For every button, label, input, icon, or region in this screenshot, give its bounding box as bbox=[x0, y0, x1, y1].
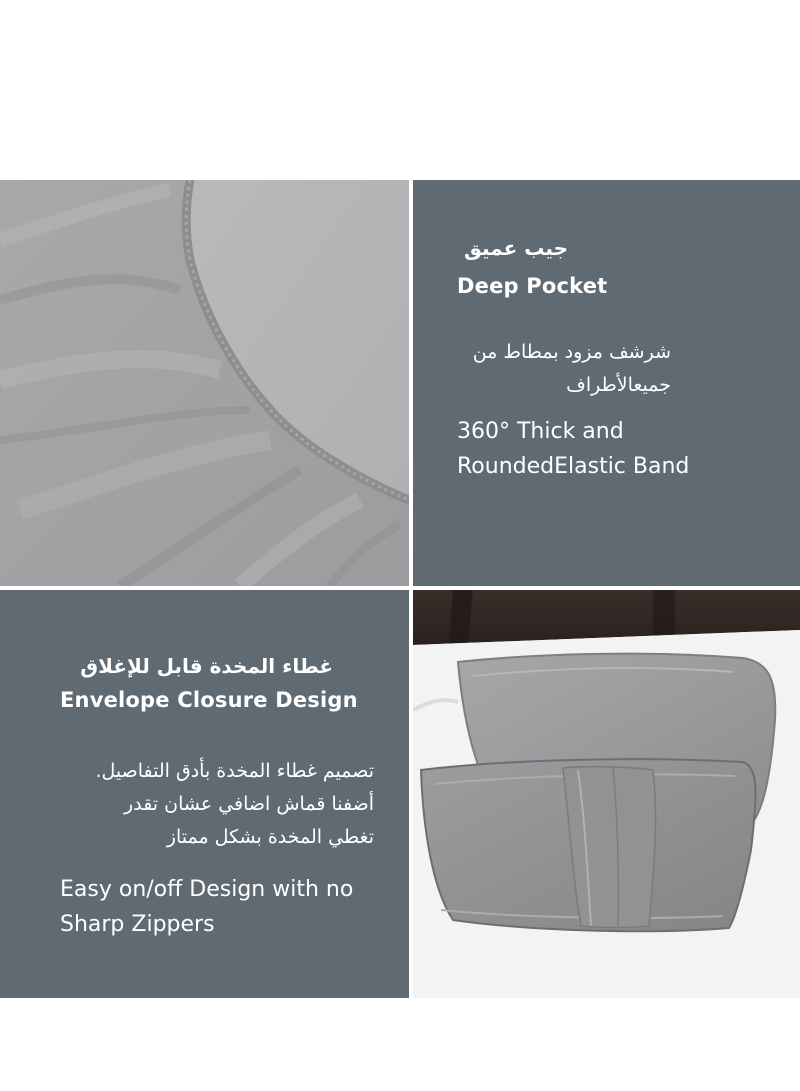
deep-pocket-description-ar bbox=[473, 336, 671, 402]
deep-pocket-description-en bbox=[457, 414, 689, 484]
deep-pocket-description-ar-line: جميعالأطراف bbox=[566, 374, 671, 396]
envelope-closure-title-en: Envelope Closure Design bbox=[60, 688, 358, 712]
envelope-closure-description-en bbox=[60, 872, 353, 942]
envelope-closure-description-ar-line: أضفنا قماش اضافي عشان تقدر bbox=[124, 793, 374, 815]
envelope-closure-description-ar-line: تصميم غطاء المخدة بأدق التفاصيل. bbox=[95, 760, 374, 782]
pillowcase-image bbox=[413, 590, 800, 998]
envelope-closure-description-en-line: Sharp Zippers bbox=[60, 912, 215, 937]
deep-pocket-title-ar: جيب عميق bbox=[464, 236, 568, 260]
deep-pocket-panel bbox=[413, 180, 800, 586]
deep-pocket-description-ar-line: شرشف مزود بمطاط من bbox=[472, 341, 671, 363]
fitted-sheet-image bbox=[0, 180, 409, 586]
envelope-closure-title-ar: غطاء المخدة قابل للإغلاق bbox=[80, 654, 333, 678]
envelope-closure-panel bbox=[0, 590, 409, 998]
fitted-sheet-illustration bbox=[0, 180, 409, 586]
envelope-closure-description-ar bbox=[95, 755, 374, 854]
deep-pocket-description-en-line: RoundedElastic Band bbox=[457, 454, 690, 479]
deep-pocket-title-en: Deep Pocket bbox=[457, 274, 608, 298]
pillowcase-illustration bbox=[413, 590, 800, 998]
envelope-closure-description-ar-line: تغطي المخدة بشكل ممتاز bbox=[166, 826, 374, 848]
deep-pocket-description-en-line: 360° Thick and bbox=[457, 419, 624, 444]
envelope-closure-description-en-line: Easy on/off Design with no bbox=[60, 877, 354, 902]
